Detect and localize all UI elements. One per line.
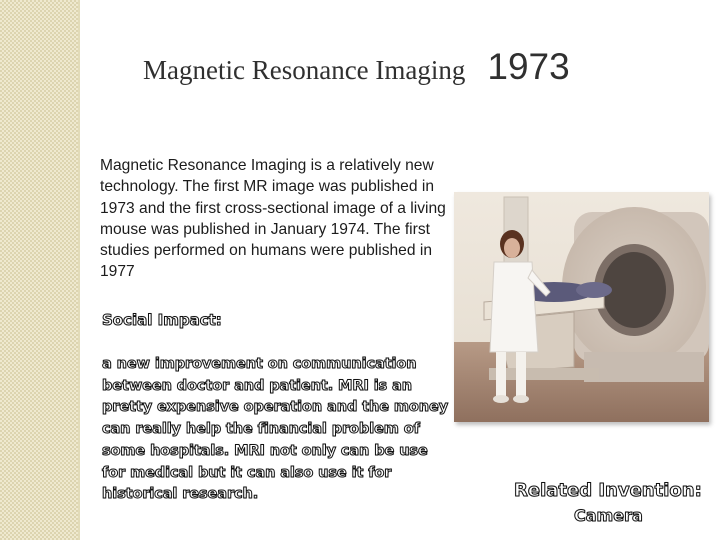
body-paragraph: Magnetic Resonance Imaging is a relatively new technology. The first MR image was published in 1973 and the first cross-sectional image of a living mouse was published in January 1974. The first studies performed on humans were published in 1977: [100, 157, 446, 281]
title-year: 1973: [487, 46, 570, 87]
social-impact-heading: Social Impact:: [102, 311, 222, 329]
title-text: Magnetic Resonance Imaging: [143, 55, 466, 85]
related-invention-item: Camera: [574, 506, 643, 525]
slide-title: [143, 46, 570, 88]
related-invention-heading: Related Invention:: [514, 480, 702, 501]
decorative-side-stripe: [0, 0, 78, 540]
side-stripe-edge: [78, 0, 80, 540]
mri-scanner-photo: [454, 192, 709, 422]
social-impact-body: a new improvement on communication between doctor and patient. MRI is an pretty expensive operation and the money can really help the financial problem of some hospitals. MRI not only can be use for medical but it can also use it for historical research.: [102, 356, 449, 503]
